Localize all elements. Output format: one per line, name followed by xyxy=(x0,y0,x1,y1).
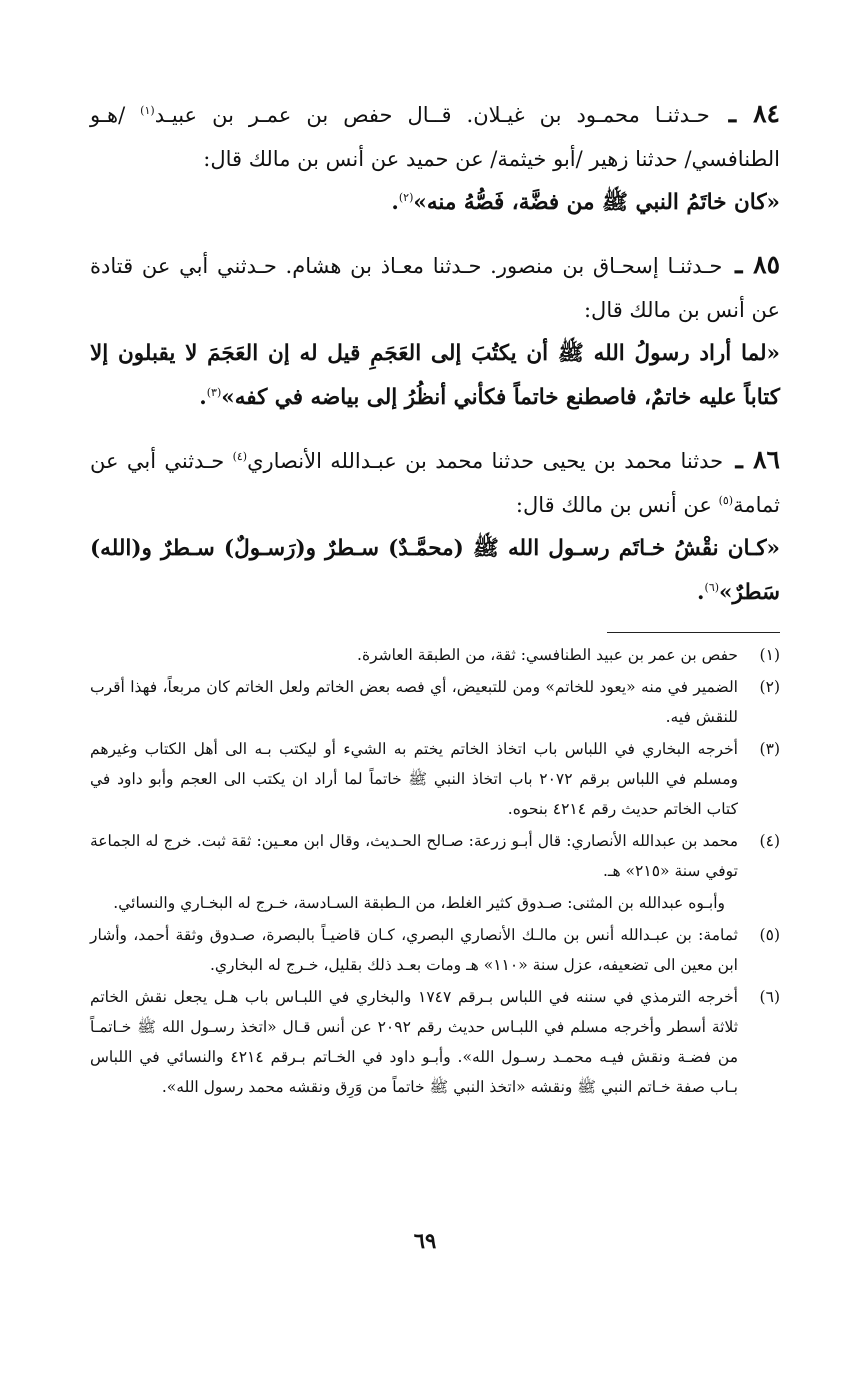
footnote-1 xyxy=(90,640,780,670)
footnotes-section xyxy=(90,640,780,1104)
hadith-matn-text: «لما أراد رسولُ الله ﷺ أن يكتُبَ إلى العَجَمِ قيل له إن العَجَمَ لا يقبلون إلا كتاباً عليه خاتمٌ، فاصطنع خاتماً فكأني أنظُرُ إلى بياضه في كفه» xyxy=(90,341,780,410)
hadith-number: ٨٦ ـ xyxy=(735,445,780,474)
hadith-matn-text: «كـان نقْشُ خـاتَم رسـول الله ﷺ (محمَّـدٌ) سـطرٌ و(رَسـولٌ) سـطرٌ و(الله) سَطرٌ» xyxy=(90,536,780,605)
page-number: ٦٩ xyxy=(413,1228,437,1253)
main-text xyxy=(90,92,780,633)
footnote-number: (١) xyxy=(759,646,780,664)
hadith-isnad: حـدثنـا محمـود بن غيـلان. قــال حفص بن عمـر بن عبيـد xyxy=(154,103,710,127)
footnote-number: (٣) xyxy=(759,740,780,758)
footnote-text: حفص بن عمر بن عبيد الطنافسي: ثقة، من الطبقة العاشرة. xyxy=(357,646,738,664)
hadith-86-matn: «كـان نقْشُ خـاتَم رسـول الله ﷺ (محمَّـدٌ) سـطرٌ و(رَسـولٌ) سـطرٌ و(الله) سَطرٌ»$^{(٦)}$. xyxy=(90,536,780,605)
footnote-4 xyxy=(90,826,780,886)
hadith-84-intro xyxy=(90,92,780,181)
footnote-ref[interactable]: (٤) xyxy=(232,450,248,463)
footnote-number: (٢) xyxy=(759,678,780,696)
footnote-text: الضمير في منه «يعود للخاتم» ومن للتبعيض، أي فصه بعض الخاتم ولعل الخاتم كان مربعاً، فهذا أقرب للنقش فيه. xyxy=(90,678,738,726)
hadith-isnad: حـدثنـا إسحـاق بن منصور. حـدثنا معـاذ بن هشام. حـدثني أبي عن قتادة عن أنس بن مالك قال: xyxy=(90,254,780,322)
hadith-86-intro xyxy=(90,438,780,527)
hadith-84-matn: «كان خاتَمُ النبي ﷺ من فضَّة، فَصُّهُ منه»$^{(٢)}$. xyxy=(391,190,780,215)
footnote-ref[interactable]: (٦) xyxy=(704,580,720,594)
hadith-85-intro xyxy=(90,243,780,332)
footnote-text: أخرجه البخاري في اللباس باب اتخاذ الخاتم يختم به الشيء أو ليكتب بـه الى أهل الكتاب وغيرهم ومسلم في اللباس برقم ٢٠٧٢ باب اتخاذ النبي ﷺ خاتماً لما أراد ان يكتب الى العجم وأبو داود في كتاب الخاتم حديث رقم ٤٢١٤ بنحوه. xyxy=(90,740,739,818)
footnote-text: محمد بن عبدالله الأنصاري: قال أبـو زرعة: صـالح الحـديث، وقال ابن معـين: ثقة ثبت. خرج له الجماعة توفي سنة «٢١٥» هـ. xyxy=(90,832,738,880)
footnote-number: (٦) xyxy=(759,988,780,1006)
footnote-number: (٤) xyxy=(759,832,780,850)
footnote-ref[interactable]: (٢) xyxy=(398,190,414,204)
footnote-ref[interactable]: (٣) xyxy=(206,385,222,399)
footnote-divider xyxy=(607,632,780,633)
footnote-6 xyxy=(90,982,780,1102)
hadith-isnad-cont: حـدثني أبي عن ثمامة xyxy=(90,449,780,517)
footnote-text: ثمامة: بن عبـدالله أنس بن مالـك الأنصاري البصري، كـان قاضيـاً بالبصرة، صـدوق وثقة أحمد، وأشار ابن معين الى تضعيفه، عزل سنة «١١٠» هـ ومات بعـد ذلك بقليل، خـرج له البخاري. xyxy=(90,926,738,974)
hadith-number: ٨٥ ـ xyxy=(735,250,781,279)
footnote-ref[interactable]: (١) xyxy=(140,104,155,117)
footnote-ref[interactable]: (٥) xyxy=(718,494,734,507)
footnote-4-continuation: وأبـوه عبدالله بن المثنى: صـدوق كثير الغلط، من الـطبقة السـادسة، خـرج له البخـاري والنسائي. xyxy=(113,894,725,912)
hadith-isnad-end: عن أنس بن مالك قال: xyxy=(515,493,712,517)
hadith-isnad: حدثنا محمد بن يحيى حدثنا محمد بن عبـدالله الأنصاري xyxy=(247,449,724,473)
hadith-isnad-cont: /هـو الطنافسي/ حدثنا زهير /أبو خيثمة/ عن حميد عن أنس بن مالك قال: xyxy=(90,103,780,171)
footnote-3 xyxy=(90,734,780,824)
hadith-85-matn: «لما أراد رسولُ الله ﷺ أن يكتُبَ إلى العَجَمِ قيل له إن العَجَمَ لا يقبلون إلا كتاباً عليه خاتمٌ، فاصطنع خاتماً فكأني أنظُرُ إلى بياضه في كفه»$^{(٣)}$. xyxy=(90,341,780,410)
hadith-number: ٨٤ ـ xyxy=(728,99,780,128)
footnote-2 xyxy=(90,672,780,732)
footnote-5 xyxy=(90,920,780,980)
footnote-text: أخرجه الترمذي في سننه في اللباس بـرقم ١٧٤٧ والبخاري في اللبـاس باب هـل يجعل نقش الخاتم ثلاثة أسطر وأخرجه مسلم في اللبـاس حديث رقم ٢٠٩٢ عن أنس قـال «اتخذ رسـول الله ﷺ خـاتمـاً من فضـة ونقش فيـه محمـد رسـول الله». وأبـو داود في الخـاتم بـرقم ٤٢١٤ والنسائي في اللباس بـاب صفة خـاتم النبي ﷺ ونقشه «اتخذ النبي ﷺ خاتماً من وَرِق ونقشه محمد رسول الله». xyxy=(90,988,739,1096)
footnote-number: (٥) xyxy=(759,926,780,944)
hadith-matn-text: «كان خاتَمُ النبي ﷺ من فضَّة، فَصُّهُ منه» xyxy=(413,190,780,215)
